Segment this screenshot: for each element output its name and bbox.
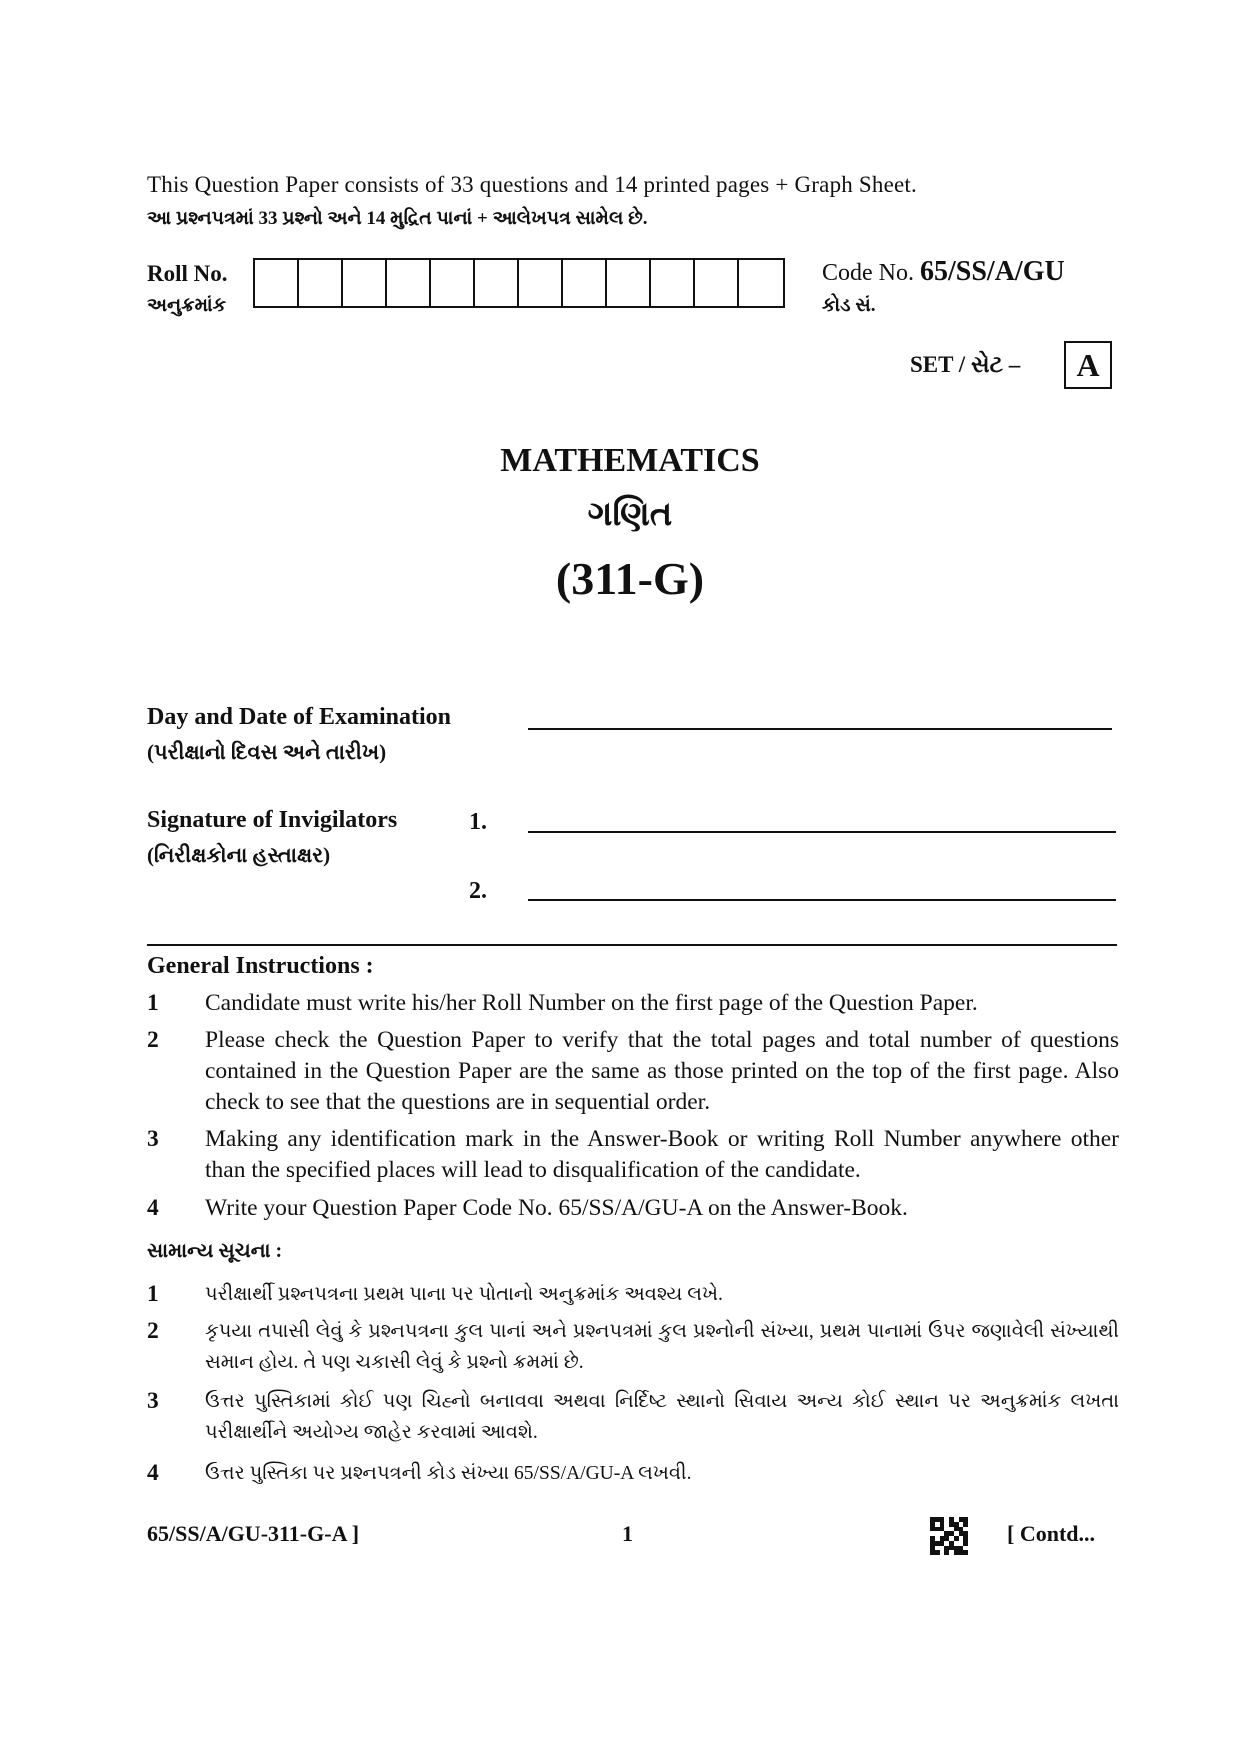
instruction-item	[147, 1193, 1119, 1224]
instruction-text: Candidate must write his/her Roll Number on the first page of the Question Paper.	[205, 990, 978, 1016]
instruction-text: Write your Question Paper Code No. 65/SS/A/GU-A on the Answer-Book.	[205, 1195, 908, 1221]
instruction-item	[147, 1124, 1119, 1186]
roll-number-box[interactable]	[563, 260, 607, 306]
roll-number-box[interactable]	[695, 260, 739, 306]
instruction-text: ઉત્તર પુસ્તિકામાં કોઈ પણ ચિહ્નો બનાવવા અથવા નિર્દિષ્ટ સ્થાનો સિવાય અન્ય કોઈ સ્થાન પર અનુક્રમાંક લખતા પરીક્ષાર્થીને અયોગ્ય જાહેર કરવામાં આવશે.	[205, 1391, 1119, 1443]
instruction-item-gujarati	[147, 1386, 1119, 1448]
instruction-number: 3	[147, 1126, 159, 1152]
instruction-item-gujarati	[147, 1458, 1119, 1489]
roll-number-box[interactable]	[343, 260, 387, 306]
roll-number-label: Roll No.	[147, 261, 228, 286]
footer-contd: [ Contd...	[1007, 1521, 1096, 1546]
instruction-item-gujarati	[147, 1279, 1119, 1310]
section-divider	[147, 944, 1117, 946]
roll-number-box[interactable]	[607, 260, 651, 306]
subject-title-gujarati: ગણિત	[587, 496, 673, 533]
roll-number-box[interactable]	[387, 260, 431, 306]
exam-date-label-gujarati: (પરીક્ષાનો દિવસ અને તારીખ)	[147, 740, 387, 764]
instruction-number: 4	[147, 1195, 159, 1221]
roll-number-box[interactable]	[255, 260, 299, 306]
subject-title: MATHEMATICS	[500, 442, 760, 479]
roll-number-boxes[interactable]	[253, 258, 785, 308]
set-value-box: A	[1064, 341, 1112, 389]
instruction-item	[147, 988, 1119, 1019]
instruction-number: 1	[147, 990, 159, 1016]
qr-code-icon	[930, 1517, 968, 1555]
instruction-number: 4	[147, 1460, 159, 1486]
instruction-item	[147, 1025, 1119, 1118]
roll-number-box[interactable]	[651, 260, 695, 306]
code-number-value: 65/SS/A/GU	[920, 256, 1065, 287]
pages-note: This Question Paper consists of 33 questions and 14 printed pages + Graph Sheet.	[147, 172, 917, 197]
invigilator-signature-label: Signature of Invigilators	[147, 807, 398, 833]
instruction-number: 2	[147, 1027, 159, 1053]
exam-date-label: Day and Date of Examination	[147, 704, 452, 730]
instruction-number: 2	[147, 1318, 159, 1344]
signature-2-line[interactable]	[528, 899, 1116, 901]
signature-2-number: 2.	[469, 878, 487, 904]
instruction-text: કૃપયા તપાસી લેવું કે પ્રશ્નપત્રના કુલ પાનાં અને પ્રશ્નપત્રમાં કુલ પ્રશ્નોની સંખ્યા, પ્રથમ પાનામાં ઉપર જણાવેલી સંખ્યાથી સમાન હોય. તે પણ ચકાસી લેવું કે પ્રશ્નો ક્રમમાં છે.	[205, 1321, 1119, 1373]
roll-number-box[interactable]	[739, 260, 783, 306]
set-label: SET / સેટ –	[910, 352, 1021, 377]
code-number-label: Code No.	[822, 260, 914, 286]
footer-page-number: 1	[622, 1521, 633, 1546]
roll-number-box[interactable]	[431, 260, 475, 306]
subject-code: (311-G)	[555, 553, 705, 604]
roll-number-label-gujarati: અનુક્રમાંક	[147, 295, 227, 316]
general-instructions-heading: General Instructions :	[147, 953, 374, 979]
instruction-number: 3	[147, 1388, 159, 1414]
instruction-number: 1	[147, 1281, 159, 1307]
instruction-item-gujarati	[147, 1316, 1119, 1378]
roll-number-box[interactable]	[299, 260, 343, 306]
footer-paper-code: 65/SS/A/GU-311-G-A ]	[147, 1521, 360, 1546]
pages-note-gujarati: આ પ્રશ્નપત્રમાં 33 પ્રશ્નો અને 14 મુદ્રિત પાનાં + આલેખપત્ર સામેલ છે.	[147, 208, 648, 229]
general-instructions-heading-gujarati: સામાન્ય સૂચના :	[147, 1240, 283, 1262]
roll-number-box[interactable]	[475, 260, 519, 306]
exam-date-line[interactable]	[528, 728, 1112, 730]
instruction-text: ઉત્તર પુસ્તિકા પર પ્રશ્નપત્રની કોડ સંખ્યા 65/SS/A/GU-A લખવી.	[205, 1463, 692, 1484]
roll-number-box[interactable]	[519, 260, 563, 306]
code-number	[822, 256, 1065, 288]
instruction-text: Please check the Question Paper to verify that the total pages and total number of questions contained in the Question Paper are the same as those printed on the top of the first page. Also check to see that the questions are in sequential order.	[205, 1027, 1119, 1115]
invigilator-signature-label-gujarati: (નિરીક્ષકોના હસ્તાક્ષર)	[147, 843, 331, 867]
signature-1-line[interactable]	[528, 831, 1116, 833]
signature-1-number: 1.	[469, 809, 487, 835]
code-number-label-gujarati: કોડ સં.	[822, 295, 876, 316]
instruction-text: પરીક્ષાર્થી પ્રશ્નપત્રના પ્રથમ પાના પર પોતાનો અનુક્રમાંક અવશ્ય લખે.	[205, 1284, 723, 1305]
instruction-text: Making any identification mark in the Answer-Book or writing Roll Number anywhere other than the specified places will lead to disqualification of the candidate.	[205, 1126, 1119, 1183]
